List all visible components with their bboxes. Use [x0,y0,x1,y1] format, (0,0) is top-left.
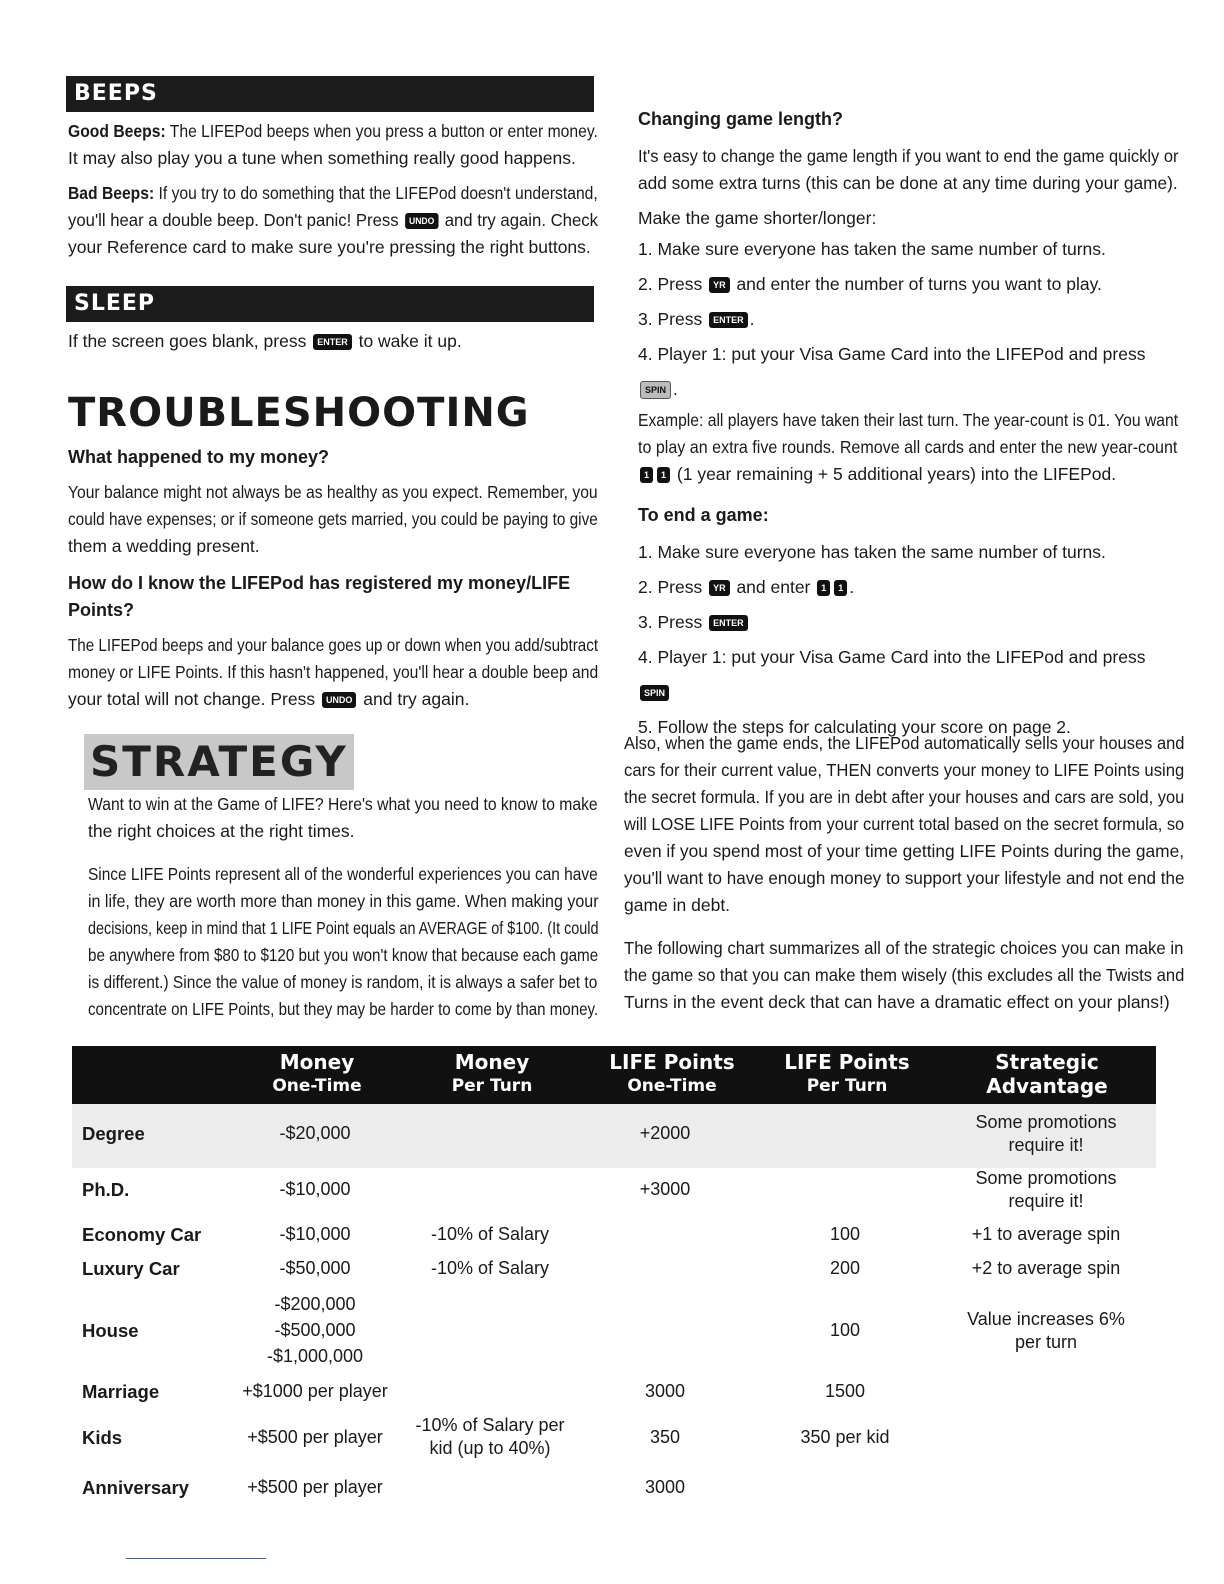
cell-money-one-time-3: -$1,000,000 [266,1346,364,1366]
enter-key-icon: ENTER [313,334,352,350]
strategy-p2-6: concentrate on LIFE Points, but they may be harder to come by than money. [88,999,599,1019]
sleep-text-b: to wake it up. [353,331,462,351]
question-registered: How do I know the LIFEPod has registered my money/LIFE Points? [68,573,571,620]
beeps-section [68,118,598,261]
sleep-text-a: If the screen goes blank, press [68,331,312,351]
changing-step-4b: . [673,379,678,399]
header-label: Money [454,1050,530,1074]
changing-step-3b: . [749,309,755,329]
strategy-p1-1: Want to win at the Game of LIFE? Here's what you need to know to make [88,794,598,814]
strategy-p2-3: decisions, keep in mind that 1 LIFE Point equals an AVERAGE of $100. (It could [88,918,599,938]
undo-key-icon: UNDO [322,692,357,708]
changing-step-3a: 3. Press [638,309,708,329]
strategy-p1-2: the right choices at the right times. [88,821,355,841]
header-sublabel: One-Time [272,1076,362,1096]
cell-money-one-time: +$500 per player [247,1477,383,1497]
strategy-r1-6: you'll want to have enough money to support your lifestyle and not end the [624,868,1185,888]
row-label: Kids [82,1427,123,1448]
header-label: LIFE Points [609,1050,735,1074]
enter-key-icon: ENTER [709,615,748,631]
changing-length-section [638,106,1178,745]
cell-money-one-time: +$500 per player [247,1427,383,1447]
cell-points-per-turn: 100 [829,1224,861,1244]
cell-money-one-time: -$200,000 [274,1294,356,1314]
question-money: What happened to my money? [68,447,330,467]
strategy-r1-3: the secret formula. If you are in debt after your houses and cars are sold, you [624,787,1185,807]
bad-beeps-label: Bad Beeps: [68,183,155,203]
cell-advantage: Some promotions [975,1168,1117,1188]
changing-intro-1: It's easy to change the game length if you want to end the game quickly or [638,146,1179,166]
beeps-banner [66,76,594,112]
cell-money-one-time: -$10,000 [279,1224,351,1244]
row-label: Degree [82,1123,145,1144]
cell-money-one-time: -$10,000 [279,1179,351,1199]
one-key-icon: 1 [640,467,653,483]
row-label: House [82,1320,139,1341]
header-label: Money [279,1050,355,1074]
enter-key-icon: ENTER [709,312,748,328]
strategy-r2-1: The following chart summarizes all of the strategic choices you can make in [624,938,1184,958]
changing-sub: Make the game shorter/longer: [638,208,877,228]
row-label: Luxury Car [82,1258,180,1279]
yr-key-icon: YR [709,580,730,596]
changing-step-4a: 4. Player 1: put your Visa Game Card into the LIFEPod and press [638,344,1146,364]
undo-key-icon: UNDO [405,213,438,229]
cell-advantage-2: require it! [1008,1135,1084,1155]
changing-step-4 [638,337,1178,407]
cell-points-per-turn: 350 per kid [800,1427,890,1447]
changing-step-2a: 2. Press [638,274,708,294]
cell-points-one-time: +2000 [639,1123,691,1143]
cell-points-one-time: +3000 [639,1179,691,1199]
cell-money-per-turn: -10% of Salary [430,1224,550,1244]
yr-key-icon: YR [709,277,730,293]
cell-advantage-2: require it! [1008,1191,1084,1211]
strategy-left-text [88,791,598,1023]
troubleshooting-section [68,444,598,713]
header-label: Strategic [995,1050,1099,1074]
header-points-per-turn [772,1050,922,1098]
strategy-r2-3: Turns in the event deck that can have a dramatic effect on your plans!) [624,992,1170,1012]
cell-advantage-2: per turn [1014,1332,1078,1352]
answer-money-1: Your balance might not always be as healthy as you expect. Remember, you [68,482,598,502]
cell-money-one-time: -$50,000 [279,1258,351,1278]
answer-money-2: could have expenses; or if someone gets married, you could be paying to give [68,509,598,529]
bad-beeps-text-2a: you'll hear a double beep. Don't panic! Press [68,210,404,230]
end-step-2a: 2. Press [638,577,708,597]
footer-rule [126,1558,266,1559]
cell-advantage: Some promotions [975,1112,1117,1132]
cell-points-per-turn: 100 [829,1320,861,1340]
cell-advantage: Value increases 6% [967,1309,1125,1329]
example-2: to play an extra five rounds. Remove all cards and enter the new year-count [638,437,1178,457]
changing-step-2 [638,267,1178,302]
one-key-icon: 1 [817,580,830,596]
changing-intro-2: add some extra turns (this can be done at any time during your game). [638,173,1178,193]
answer-registered-1: The LIFEPod beeps and your balance goes up or down when you add/subtract [68,635,599,655]
example-1: Example: all players have taken their last turn. The year-count is 01. You want [638,410,1179,430]
sleep-text [68,328,462,355]
strategy-r1-7: game in debt. [624,895,731,915]
header-points-one-time [597,1050,747,1098]
end-game-heading: To end a game: [638,505,769,525]
beeps-title: BEEPS [74,81,158,106]
strategy-p2-2: in life, they are worth more than money in this game. When making your [88,891,599,911]
strategy-r1-1: Also, when the game ends, the LIFEPod automatically sells your houses and [624,733,1185,753]
header-sublabel: Per Turn [451,1076,533,1096]
one-key-icon: 1 [657,467,670,483]
end-step-2b: and enter [731,577,816,597]
answer-registered-3b: and try again. [358,689,470,709]
good-beeps-text: The LIFEPod beeps when you press a button or enter money. [165,121,598,141]
cell-money-one-time-2: -$500,000 [274,1320,356,1340]
sleep-title: SLEEP [74,291,156,316]
end-step-2c: . [849,577,855,597]
strategy-r1-5: even if you spend most of your time getting LIFE Points during the game, [624,841,1185,861]
bad-beeps-text-3: your Reference card to make sure you're pressing the right buttons. [68,237,591,257]
example-3: (1 year remaining + 5 additional years) into the LIFEPod. [672,464,1117,484]
changing-heading: Changing game length? [638,109,843,129]
changing-step-2b: and enter the number of turns you want to play. [731,274,1102,294]
cell-advantage: +2 to average spin [971,1258,1121,1278]
bad-beeps-text-2b: and try again. Check [440,210,598,230]
one-key-icon: 1 [834,580,847,596]
row-label: Marriage [82,1381,160,1402]
cell-advantage: +1 to average spin [971,1224,1121,1244]
end-step-4a: 4. Player 1: put your Visa Game Card into the LIFEPod and press [638,647,1146,667]
header-sublabel: Advantage [986,1074,1108,1098]
good-beeps-text-2: It may also play you a tune when something really good happens. [68,148,576,168]
changing-step-3 [638,302,1178,337]
spin-key-icon: SPIN [640,685,669,701]
answer-registered-2: money or LIFE Points. If this hasn't happened, you'll hear a double beep and [68,662,599,682]
header-money-one-time [252,1050,382,1098]
header-sublabel: Per Turn [806,1076,888,1096]
strategy-right-text [624,730,1184,1016]
end-step-3a: 3. Press [638,612,708,632]
table-header [72,1046,1156,1104]
strategy-r1-4: will LOSE LIFE Points from your current total based on the secret formula, so [624,814,1185,834]
header-sublabel: One-Time [627,1076,717,1096]
sleep-banner [66,286,594,322]
cell-points-one-time: 350 [649,1427,681,1447]
end-step-5: 5. Follow the steps for calculating your score on page 2. [638,717,1071,737]
cell-money-per-turn-2: kid (up to 40%) [429,1438,551,1458]
changing-step-1: 1. Make sure everyone has taken the same number of turns. [638,239,1106,259]
header-money-per-turn [427,1050,557,1098]
good-beeps-label: Good Beeps: [68,121,166,141]
end-step-4 [638,640,1178,710]
spin-key-icon: SPIN [640,381,671,399]
cell-points-one-time: 3000 [644,1381,686,1401]
strategy-r1-2: cars for their current value, THEN converts your money to LIFE Points using [624,760,1185,780]
cell-money-per-turn: -10% of Salary [430,1258,550,1278]
cell-points-per-turn: 1500 [824,1381,866,1401]
strategy-p2-4: be anywhere from $80 to $120 but you won't know that because each game [88,945,599,965]
row-label: Ph.D. [82,1179,130,1200]
header-label: LIFE Points [784,1050,910,1074]
end-step-2 [638,570,1178,605]
troubleshooting-title: TROUBLESHOOTING [68,390,530,436]
header-strategic-advantage [972,1050,1122,1098]
cell-money-one-time: +$1000 per player [242,1381,388,1401]
end-step-3 [638,605,1178,640]
row-label: Anniversary [82,1477,189,1498]
cell-points-per-turn: 200 [829,1258,861,1278]
strategy-p2-5: is different.) Since the value of money is random, it is always a safer bet to [88,972,598,992]
cell-points-one-time: 3000 [644,1477,686,1497]
cell-money-one-time: -$20,000 [279,1123,351,1143]
strategy-r2-2: the game so that you can make them wisely (this excludes all the Twists and [624,965,1185,985]
end-step-1: 1. Make sure everyone has taken the same number of turns. [638,542,1106,562]
strategy-p2-1: Since LIFE Points represent all of the wonderful experiences you can have [88,864,598,884]
row-label: Economy Car [82,1224,202,1245]
answer-money-3: them a wedding present. [68,536,260,556]
bad-beeps-text: If you try to do something that the LIFEPod doesn't understand, [154,183,598,203]
cell-money-per-turn: -10% of Salary per [415,1415,565,1435]
strategy-title: STRATEGY [84,734,354,790]
answer-registered-3a: your total will not change. Press [68,689,320,709]
